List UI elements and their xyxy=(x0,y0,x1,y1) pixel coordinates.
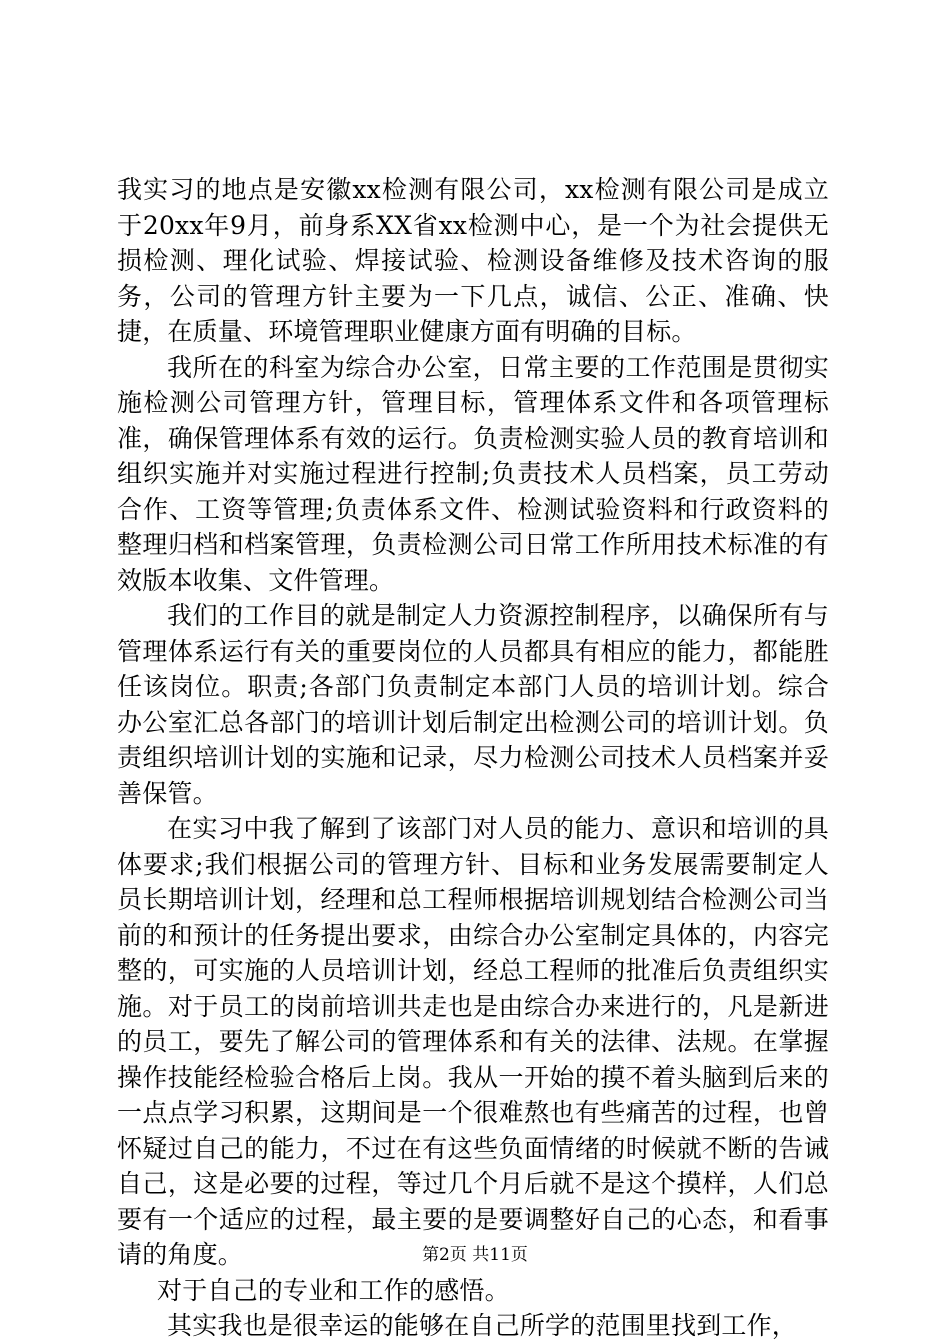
paragraph-work-purpose: 我们的工作目的就是制定人力资源控制程序，以确保所有与管理体系运行有关的重要岗位的人员都具有相应的能力，都能胜任该岗位。职责;各部门负责制定本部门人员的培训计划。综合办公室汇总各部门的培训计划后制定出检测公司的培训计划。负责组织培训计划的实施和记录，尽力检测公司技术人员档案并妥善保管。 xyxy=(117,601,829,808)
paragraph-internship-experience: 在实习中我了解到了该部门对人员的能力、意识和培训的具体要求;我们根据公司的管理方针、目标和业务发展需要制定人员长期培训计划，经理和总工程师根据培训规划结合检测公司当前的和预计的任务提出要求，由综合办公室制定具体的，内容完整的，可实施的人员培训计划，经总工程师的批准后负责组织实施。对于员工的岗前培训共走也是由综合办来进行的，凡是新进的员工，要先了解公司的管理体系和有关的法律、法规。在掌握操作技能经检验合格后上岗。我从一开始的摸不着头脑到后来的一点点学习积累，这期间是一个很难熬也有些痛苦的过程，也曾怀疑过自己的能力，不过在有这些负面情绪的时候就不断的告诫自己，这是必要的过程，等过几个月后就不是这个摸样，人们总要有一个适应的过程，最主要的是要调整好自己的心态，和看事请的角度。 xyxy=(117,814,829,1269)
document-body xyxy=(117,172,829,1344)
paragraph-closing-start: 其实我也是很幸运的能够在自己所学的范围里找到工作， xyxy=(167,1311,798,1340)
page-number-footer: 第2页 共11页 xyxy=(422,1245,528,1265)
paragraph-office-scope: 我所在的科室为综合办公室，日常主要的工作范围是贯彻实施检测公司管理方针，管理目标，管理体系文件和各项管理标准，确保管理体系有效的运行。负责检测实验人员的教育培训和组织实施并对实施过程进行控制;负责技术人员档案，员工劳动合作、工资等管理;负责体系文件、检测试验资料和行政资料的整理归档和档案管理，负责检测公司日常工作所用技术标准的有效版本收集、文件管理。 xyxy=(117,352,829,595)
paragraph-section-heading: 对于自己的专业和工作的感悟。 xyxy=(157,1275,510,1305)
paragraph-company-intro: 我实习的地点是安徽xx检测有限公司，xx检测有限公司是成立于20xx年9月，前身系XX省xx检测中心，是一个为社会提供无损检测、理化试验、焊接试验、检测设备维修及技术咨询的服务，公司的管理方针主要为一下几点，诚信、公正、准确、快捷，在质量、环境管理职业健康方面有明确的目标。 xyxy=(117,175,829,346)
